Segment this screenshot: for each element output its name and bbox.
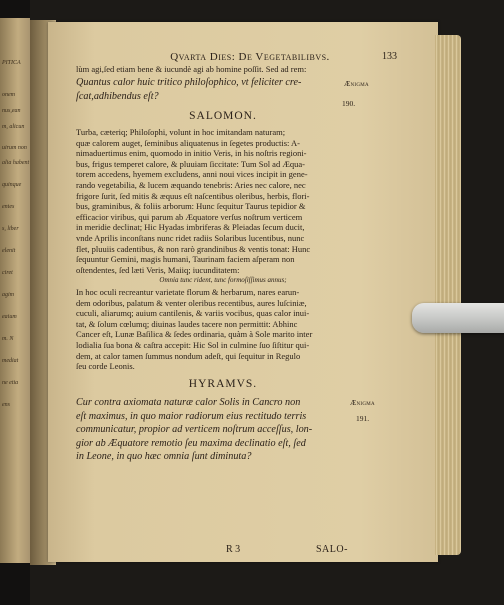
text-line: cuculi, aliarumq; auium cantilenis, & variis vocibus, quas calor inui-: [76, 308, 310, 319]
prev-page-fragment: ne etia: [2, 380, 19, 386]
text-line: flet, pluuiis cadentibus, & non rarò grandinibus & ventis tonat: Hunc: [76, 243, 311, 254]
text-line: ſequuntur Gemini, magis humani, Taurinam faciem aſperam non: [76, 254, 295, 265]
answer-1b-paragraph: [76, 287, 370, 372]
text-line: dem, at calor tamen ſummus nondum adeſt, qui ſequitur in Regulo: [76, 350, 301, 361]
text-line: frigore ſurit, ſed mitis & æquus eſt naſcentibus oleribus, herbis, flori-: [76, 190, 310, 201]
text-line: efficacior viribus, qui parum ab Æquatore verſus noſtrum verticem: [76, 211, 303, 222]
answer-1-paragraph: [76, 127, 370, 275]
text-line: bus, frigus temperet calore, & pluuiam ſiccitate: Tum Sol ad Æqua-: [76, 158, 305, 169]
text-line: Cancer eſt, Lunæ Baſilica & ſedes ordinaria, quàm à Sole marito inter: [76, 329, 313, 340]
prev-page-fragment: mediat: [2, 358, 19, 364]
speaker-heading: HYRAMVS.: [188, 378, 258, 390]
question-1: [76, 76, 370, 103]
text-line: nimaduertimus enim, quomodo in initio Veris, in his noſtris regioni-: [76, 148, 307, 159]
prev-page-fragment: s, liber: [2, 226, 19, 232]
text-line: torem accedens, hyemem excludens, anni noui vices incipit in gene-: [76, 169, 308, 180]
text-line: tat, & ſolum cœlumq; diuinas laudes tacere non permittit: Abhinc: [76, 318, 298, 329]
prev-page-fragment: nus,ean: [2, 108, 21, 114]
prev-page-fragment: m, alicun: [2, 124, 25, 130]
text-line: bus, graminibus, & foliis arborum: Hunc ſequitur Taurus tepidior &: [76, 201, 306, 212]
question-2: [76, 396, 370, 464]
text-line: quæ calorem auget, ſeminibus aliquatenus in ſegetes productis: A-: [76, 137, 301, 148]
intro-line: [76, 64, 370, 75]
question-line: communicatur, propior ad verticem noſtrum acceſſus, lon-: [76, 424, 313, 435]
question-line: gior ab Æquatore remotio ſeu maxima declinatio eſt, ſed: [76, 437, 306, 449]
prev-page-fragment: ciret: [2, 270, 13, 276]
text-line: in meridie declinat; Hic Hyadas imbriferas & Pleiadas ſecum ducit,: [76, 222, 305, 233]
prev-page-fragment: onem: [2, 92, 15, 98]
prev-page-fragment: m. N: [2, 336, 14, 342]
aenigma-margin-label: Ænigma: [350, 399, 375, 407]
question-line: ſcat,adhibendus eſt?: [76, 90, 159, 102]
aenigma-margin-number: 191.: [356, 414, 370, 423]
prev-page-fragment: entes: [2, 204, 15, 210]
prev-page-fragment: uirum non: [2, 145, 27, 151]
page-number: 133: [382, 51, 397, 62]
question-line: in Leone, in quo hæc omnia ſunt diminuta?: [76, 451, 252, 462]
signature-mark: R 3: [226, 544, 241, 555]
text-line: dem odoribus, palatum & venter oleribus recentibus, aures luſciniæ,: [76, 297, 307, 308]
bookmark-clip: [412, 303, 504, 333]
prev-page-fragment: quinque: [2, 182, 22, 188]
text-line: lodialia ſua bona & caſtra accepit: Hic Sol in culmine ſuo ſiſtitur qui-: [76, 339, 310, 350]
prev-page-fragment: eaium: [2, 314, 17, 320]
prev-page-fragment: ens: [2, 402, 10, 408]
running-head: Qvarta Dies: De Vegetabilibvs.: [170, 51, 330, 63]
question-line: Quantus calor huic tritico philoſophico, vt feliciter cre-: [76, 77, 302, 88]
verse-quotation: Omnia tunc rident, tunc formoſiſſimus annus;: [159, 276, 287, 284]
question-line: eſt maximus, in quo maior radiorum eius rectitudo terris: [76, 410, 307, 422]
prev-page-fragment: alia habent: [2, 160, 30, 166]
text-line: ſeu corde Leonis.: [76, 361, 135, 372]
aenigma-margin-label: Ænigma: [344, 80, 369, 88]
prev-page-fragment: elenit: [2, 248, 16, 254]
prev-page-fragment: agim: [2, 292, 14, 298]
previous-page-edge: [0, 18, 30, 563]
prev-page-fragment: PITICA: [2, 60, 21, 66]
aenigma-margin-number: 190.: [342, 99, 356, 108]
text-line: lùm agi,ſed etiam bene & iucundè agi ab homine poſſit. Sed ad rem:: [76, 64, 307, 74]
text-line: In hoc oculi recreantur varietate florum & herbarum, nares earun-: [76, 287, 300, 297]
page-edges: [435, 35, 461, 555]
text-line: vnde Aprilis inconſtans nunc ridet radiis Solaribus lucentibus, nunc: [76, 232, 305, 243]
text-line: Turba, cæteriq; Philoſophi, volunt in hoc imitandam naturam;: [76, 127, 286, 137]
text-line: rando vegetabilia, & lucem æquando tenebris: Aries nec calore, nec: [76, 179, 306, 190]
catchword: SALO-: [316, 544, 348, 555]
text-line: oſtendentes, ſed læti Veris, Maiiq; iucunditatem:: [76, 264, 240, 275]
question-line: Cur contra axiomata naturæ calor Solis in Cancro non: [76, 397, 301, 408]
speaker-heading: SALOMON.: [189, 110, 257, 122]
